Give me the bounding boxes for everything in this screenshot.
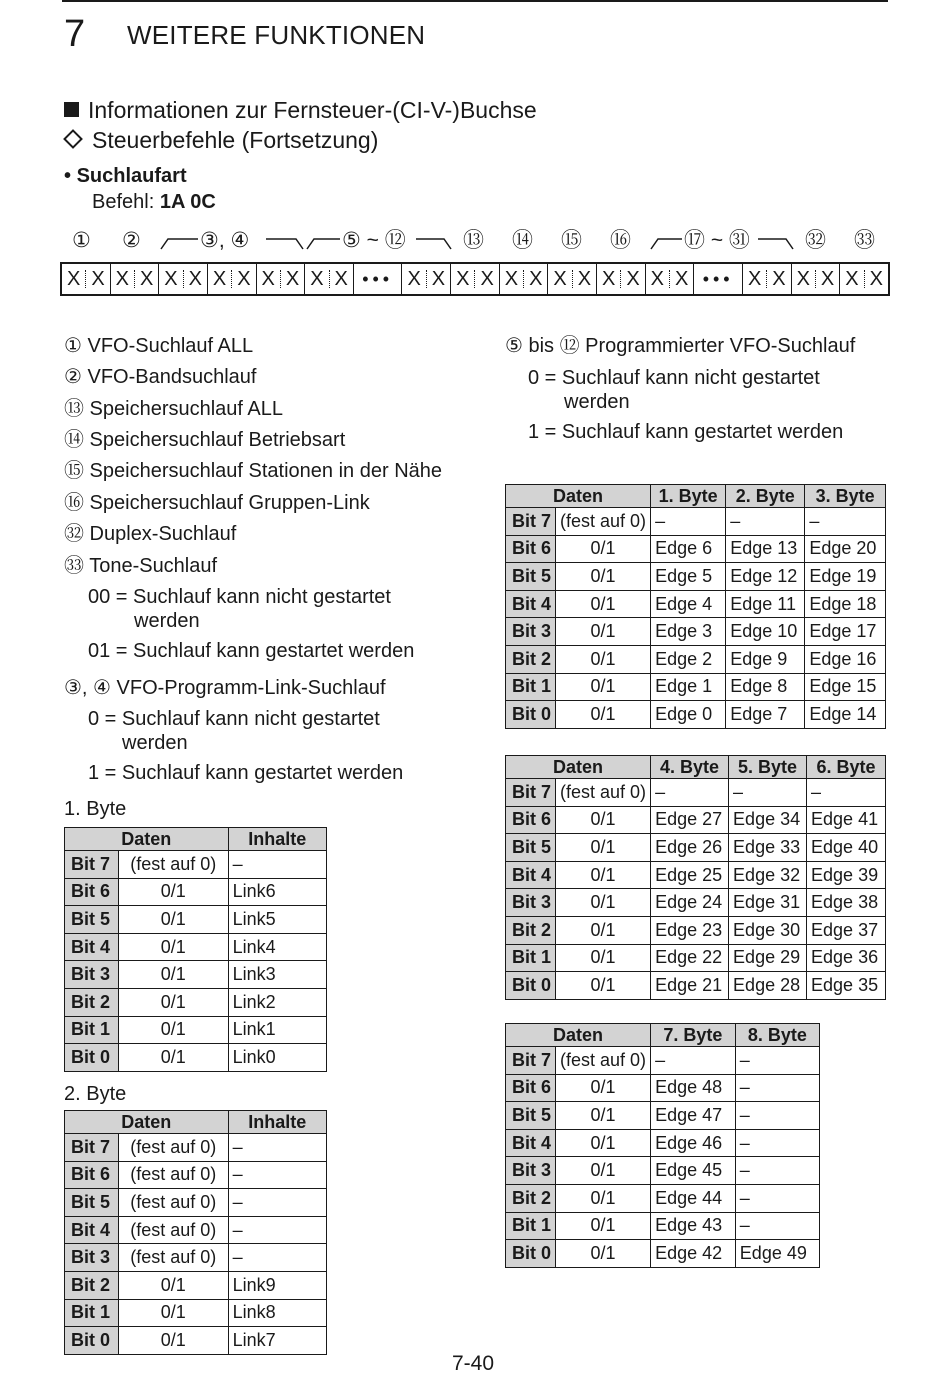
table-row: Bit 0 0/1 Edge 21 Edge 28 Edge 35 xyxy=(506,972,886,1000)
frame-label: ㉜ xyxy=(805,229,826,252)
frame-cell: X X xyxy=(402,264,451,294)
table-row: Bit 0 0/1 Edge 42 Edge 49 xyxy=(506,1240,820,1268)
frame-cell: X X xyxy=(111,264,160,294)
command-frame xyxy=(60,262,890,296)
table-row: Bit 5 0/1 Edge 5 Edge 12 Edge 19 xyxy=(506,563,886,591)
frame-label: ⑭ xyxy=(512,229,533,252)
table-header: Daten xyxy=(506,1024,651,1047)
table-row: Bit 6 0/1 Link6 xyxy=(65,878,327,906)
chapter-number: 7 xyxy=(64,13,86,55)
frame-label: ⑮ xyxy=(561,229,582,252)
command-code: 1A 0C xyxy=(159,191,216,213)
sub-heading: ③, ④ VFO-Programm-Link-Suchlauf xyxy=(64,677,386,699)
table-header: 6. Byte xyxy=(807,756,886,779)
value-line: 00 = Suchlauf kann nicht gestartet xyxy=(88,586,391,608)
table-row: Bit 3 0/1 Link3 xyxy=(65,961,327,989)
table-row: Bit 0 0/1 Edge 0 Edge 7 Edge 14 xyxy=(506,701,886,729)
value-line: werden xyxy=(122,732,188,754)
table-row: Bit 0 0/1 Link0 xyxy=(65,1044,327,1072)
table-row: Bit 6 (fest auf 0) – xyxy=(65,1161,327,1189)
link-table-byte2 xyxy=(64,1110,327,1355)
table-row: Bit 4 0/1 Edge 25 Edge 32 Edge 39 xyxy=(506,861,886,889)
table-header: 8. Byte xyxy=(735,1024,819,1047)
table-row: Bit 3 0/1 Edge 3 Edge 10 Edge 17 xyxy=(506,618,886,646)
frame-cell: X X xyxy=(159,264,208,294)
table-row: Bit 5 (fest auf 0) – xyxy=(65,1189,327,1217)
table-row: Bit 2 0/1 Link9 xyxy=(65,1271,327,1299)
table-row: Bit 2 0/1 Edge 23 Edge 30 Edge 37 xyxy=(506,916,886,944)
table-row: Bit 6 0/1 Edge 6 Edge 13 Edge 20 xyxy=(506,535,886,563)
list-item: ⑬ Speichersuchlauf ALL xyxy=(64,398,284,420)
frame-cell: X X xyxy=(646,264,695,294)
value-line: 1 = Suchlauf kann gestartet werden xyxy=(88,762,404,784)
list-item: ① VFO-Suchlauf ALL xyxy=(64,335,254,357)
frame-label: ㉝ xyxy=(854,229,875,252)
table-row: Bit 2 0/1 Edge 2 Edge 9 Edge 16 xyxy=(506,645,886,673)
frame-label: ⑤ ~ ⑫ xyxy=(342,229,406,252)
frame-label: ② xyxy=(122,229,141,252)
list-item: ㉝ Tone-Suchlauf xyxy=(64,555,218,577)
table-row: Bit 6 0/1 Edge 27 Edge 34 Edge 41 xyxy=(506,806,886,834)
table-header: Inhalte xyxy=(228,828,326,851)
table-row: Bit 7 (fest auf 0) – – – xyxy=(506,779,886,807)
frame-cell: X X xyxy=(451,264,500,294)
table-header: 5. Byte xyxy=(729,756,807,779)
table-row: Bit 3 0/1 Edge 24 Edge 31 Edge 38 xyxy=(506,889,886,917)
table-row: Bit 4 0/1 Edge 46 – xyxy=(506,1129,820,1157)
section-heading xyxy=(64,96,537,124)
section-title: Informationen zur Fernsteuer-(CI-V-)Buchse xyxy=(88,97,537,123)
frame-label: ⑰ ~ ㉛ xyxy=(684,229,750,252)
list-item: ② VFO-Bandsuchlauf xyxy=(64,366,257,388)
frame-cell: X X xyxy=(743,264,792,294)
edge-table-2 xyxy=(505,755,886,1000)
table-header: 2. Byte xyxy=(726,485,805,508)
table-row: Bit 5 0/1 Link5 xyxy=(65,906,327,934)
table-header: Daten xyxy=(506,485,651,508)
frame-cell: X X xyxy=(305,264,354,294)
value-line: 01 = Suchlauf kann gestartet werden xyxy=(88,640,415,662)
value-line: werden xyxy=(564,391,630,413)
sub-heading: ⑤ bis ⑫ Programmierter VFO-Suchlauf xyxy=(505,335,856,357)
frame-cell: X X xyxy=(208,264,257,294)
table-row: Bit 3 0/1 Edge 45 – xyxy=(506,1157,820,1185)
table-row: Bit 1 0/1 Edge 1 Edge 8 Edge 15 xyxy=(506,673,886,701)
edge-table-3 xyxy=(505,1023,820,1268)
table-row: Bit 1 0/1 Link8 xyxy=(65,1299,327,1327)
frame-cell: X X xyxy=(548,264,597,294)
frame-cell: X X xyxy=(62,264,111,294)
table-row: Bit 4 (fest auf 0) – xyxy=(65,1216,327,1244)
table-header: 3. Byte xyxy=(805,485,886,508)
table-header: Daten xyxy=(65,1111,229,1134)
table-row: Bit 6 0/1 Edge 48 – xyxy=(506,1074,820,1102)
frame-label: ③, ④ xyxy=(200,229,250,252)
table-row: Bit 7 (fest auf 0) – xyxy=(65,851,327,879)
table-row: Bit 5 0/1 Edge 26 Edge 33 Edge 40 xyxy=(506,834,886,862)
table-caption: 2. Byte xyxy=(64,1083,127,1105)
table-row: Bit 7 (fest auf 0) – – – xyxy=(506,508,886,536)
range-brackets xyxy=(0,230,950,260)
item-title: Suchlaufart xyxy=(76,165,187,187)
frame-ellipsis: ••• xyxy=(354,264,403,294)
table-row: Bit 2 0/1 Edge 44 – xyxy=(506,1184,820,1212)
table-header: Inhalte xyxy=(228,1111,326,1134)
table-row: Bit 7 (fest auf 0) – xyxy=(65,1134,327,1162)
page-number: 7-40 xyxy=(452,1352,495,1375)
frame-label: ⑯ xyxy=(610,229,631,252)
frame-cell: X X xyxy=(845,267,883,290)
bullet: • xyxy=(64,165,72,187)
command-prefix: Befehl: xyxy=(92,191,160,213)
frame-cell: X X xyxy=(792,264,841,294)
edge-table-1 xyxy=(505,484,886,729)
table-row: Bit 5 0/1 Edge 47 – xyxy=(506,1102,820,1130)
table-row: Bit 0 0/1 Link7 xyxy=(65,1327,327,1355)
frame-cell: X X xyxy=(597,264,646,294)
frame-label: ① xyxy=(72,229,91,252)
table-row: Bit 4 0/1 Link4 xyxy=(65,933,327,961)
table-row: Bit 4 0/1 Edge 4 Edge 11 Edge 18 xyxy=(506,590,886,618)
subsection-title: Steuerbefehle (Fortsetzung) xyxy=(92,127,379,153)
value-line: 0 = Suchlauf kann nicht gestartet xyxy=(528,367,820,389)
value-line: 0 = Suchlauf kann nicht gestartet xyxy=(88,708,380,730)
value-line: 1 = Suchlauf kann gestartet werden xyxy=(528,421,844,443)
table-header: Daten xyxy=(65,828,229,851)
table-row: Bit 1 0/1 Edge 22 Edge 29 Edge 36 xyxy=(506,944,886,972)
header-rule xyxy=(62,0,888,2)
item-heading xyxy=(64,164,187,188)
subsection-heading xyxy=(62,126,378,154)
chapter-title: WEITERE FUNKTIONEN xyxy=(127,20,426,50)
link-table-byte1 xyxy=(64,827,327,1072)
table-header: 7. Byte xyxy=(651,1024,736,1047)
frame-cell: X X xyxy=(257,264,306,294)
table-row: Bit 1 0/1 Link1 xyxy=(65,1016,327,1044)
diamond-bullet-icon xyxy=(63,129,83,149)
frame-cell: X X xyxy=(500,264,549,294)
table-row: Bit 1 0/1 Edge 43 – xyxy=(506,1212,820,1240)
table-header: Daten xyxy=(506,756,651,779)
value-line: werden xyxy=(134,610,200,632)
table-header: 1. Byte xyxy=(651,485,726,508)
command-line xyxy=(92,190,216,214)
table-row: Bit 7 (fest auf 0) – – xyxy=(506,1047,820,1075)
list-item: ⑯ Speichersuchlauf Gruppen-Link xyxy=(64,492,370,514)
frame-label: ⑬ xyxy=(463,229,484,252)
table-row: Bit 2 0/1 Link2 xyxy=(65,988,327,1016)
table-header: 4. Byte xyxy=(651,756,729,779)
list-item: ⑮ Speichersuchlauf Stationen in der Nähe xyxy=(64,460,443,482)
table-caption: 1. Byte xyxy=(64,798,127,820)
square-bullet-icon xyxy=(64,102,79,117)
frame-ellipsis: ••• xyxy=(694,264,743,294)
table-row: Bit 3 (fest auf 0) – xyxy=(65,1244,327,1272)
list-item: ⑭ Speichersuchlauf Betriebsart xyxy=(64,429,346,451)
list-item: ㉜ Duplex-Suchlauf xyxy=(64,523,237,545)
